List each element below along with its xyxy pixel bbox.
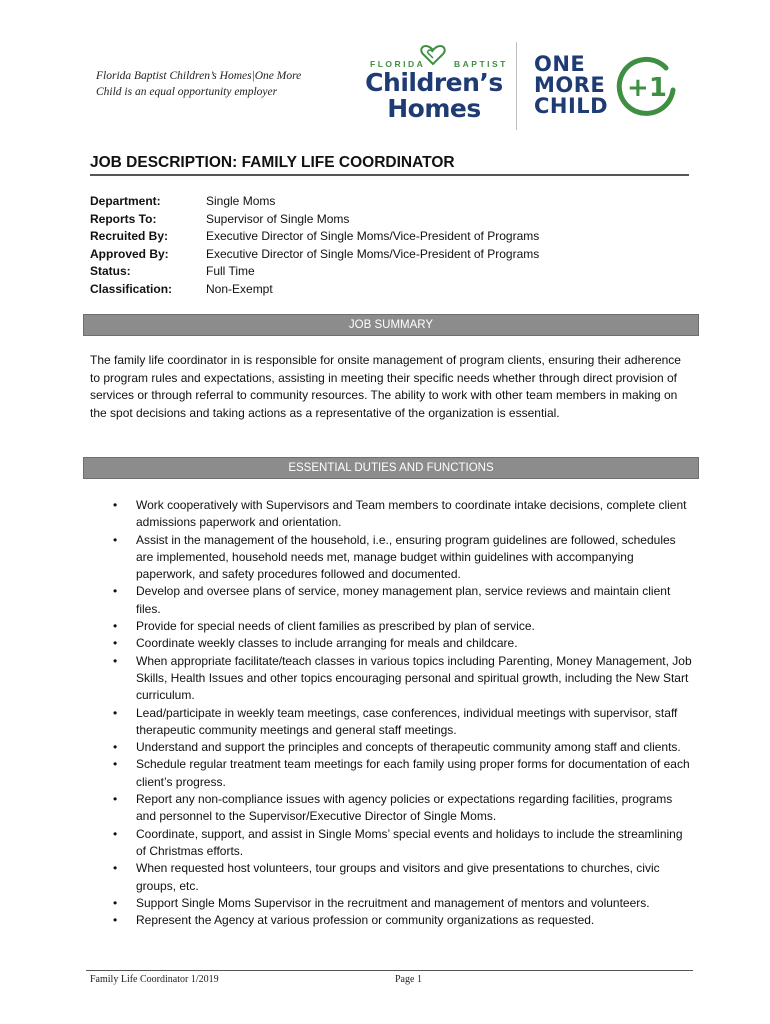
list-item — [90, 912, 695, 929]
logo-homes-line: Homes — [387, 94, 481, 123]
field-row-approved-by — [90, 246, 539, 264]
list-item — [90, 583, 695, 618]
field-row-recruited-by — [90, 228, 539, 246]
duty-text: Report any non-compliance issues with agency policies or expectations regarding facilities, programs and personnel to the Supervisor/Executive Director of Single Moms. — [136, 792, 673, 824]
bullet-icon: • — [113, 792, 118, 807]
list-item — [90, 756, 695, 791]
duty-text: When appropriate facilitate/teach classes in various topics including Parenting, Money Management, Job Skills, Health Issues and other topics encouraging personal and spiritual growth, including the New Start curriculum. — [136, 653, 692, 703]
footer-divider — [86, 970, 693, 971]
field-value: Executive Director of Single Moms/Vice-President of Programs — [206, 229, 540, 243]
duty-text: Understand and support the principles and concepts of therapeutic community among staff and clients. — [136, 740, 681, 755]
list-item — [90, 739, 695, 756]
field-label: Status: — [90, 264, 131, 278]
bullet-icon: • — [113, 619, 118, 634]
list-item — [90, 791, 695, 826]
page-number: Page 1 — [395, 974, 422, 985]
list-item — [90, 895, 695, 912]
omc-line-one: ONE — [534, 52, 586, 76]
bullet-icon: • — [113, 861, 118, 876]
bullet-icon: • — [113, 895, 118, 910]
bullet-icon: • — [113, 532, 118, 547]
page-title: JOB DESCRIPTION: FAMILY LIFE COORDINATOR — [90, 154, 455, 171]
job-fields — [90, 193, 539, 298]
list-item — [90, 618, 695, 635]
duty-text: Schedule regular treatment team meetings for each family using proper forms for documentation of each client’s progress. — [136, 757, 690, 789]
field-value: Executive Director of Single Moms/Vice-President of Programs — [206, 246, 540, 261]
field-label: Recruited By: — [90, 229, 169, 243]
duty-text: Coordinate, support, and assist in Single Moms’ special events and holidays to include the streamlining of Christmas efforts. — [136, 826, 683, 858]
job-summary-heading: JOB SUMMARY — [83, 314, 699, 336]
duty-text: Develop and oversee plans of service, money management plan, service reviews and maintain client files. — [136, 584, 671, 616]
duty-text: Provide for special needs of client families as prescribed by plan of service. — [136, 619, 535, 634]
bullet-icon: • — [113, 913, 118, 928]
heart-icon — [420, 44, 446, 66]
field-value: Single Moms — [206, 194, 276, 208]
logo-baptist-text: BAPTIST — [454, 59, 508, 69]
list-item — [90, 860, 695, 895]
title-divider — [90, 174, 689, 176]
list-item — [90, 653, 695, 705]
logo-divider — [516, 42, 517, 130]
field-row-reports-to — [90, 211, 539, 229]
bullet-icon: • — [113, 705, 118, 720]
omc-line-child: CHILD — [534, 94, 609, 118]
bullet-icon: • — [113, 498, 118, 512]
list-item — [90, 705, 695, 740]
plus-one-icon — [616, 56, 678, 118]
field-value: Supervisor of Single Moms — [206, 211, 350, 226]
logo-childrens-homes-text — [364, 70, 504, 122]
duty-text: Lead/participate in weekly team meetings, case conferences, individual meetings with supervisor, staff therapeutic community meetings and general staff meetings. — [136, 705, 678, 737]
field-value: Full Time — [206, 264, 255, 278]
bullet-icon: • — [113, 740, 118, 755]
plus-one-label: +1 — [627, 73, 667, 103]
list-item — [90, 532, 695, 584]
logo-childrens-line: Children’s — [365, 68, 503, 97]
duty-text: When requested host volunteers, tour groups and visitors and give presentations to churches, civic groups, etc. — [136, 861, 660, 893]
field-label: Classification: — [90, 281, 173, 296]
omc-wordmark — [534, 54, 608, 117]
bullet-icon: • — [113, 826, 118, 841]
duty-text: Work cooperatively with Supervisors and Team members to coordinate intake decisions, complete client admissions paperwork and orientation. — [136, 498, 687, 530]
duty-text: Coordinate weekly classes to include arranging for meals and childcare. — [136, 636, 518, 651]
bullet-icon: • — [113, 757, 118, 772]
field-row-classification — [90, 281, 539, 299]
bullet-icon: • — [113, 653, 118, 668]
bullet-icon: • — [113, 636, 118, 651]
job-summary-text: The family life coordinator in is responsible for onsite management of program clients, ensuring their adherence to program rules and expectations, assisting in meeting their specific needs whether through direct provision of services or through referral to community resources. The ability to work with other team members in making on the spot decisions and taking actions as a representative of the organization is essential. — [90, 353, 681, 420]
footer-document-id: Family Life Coordinator 1/2019 — [90, 974, 219, 985]
field-label: Department: — [90, 194, 161, 208]
fbch-logo — [362, 44, 508, 128]
field-label: Reports To: — [90, 211, 157, 226]
equal-opportunity-statement: Florida Baptist Children’s Homes|One More Child is an equal opportunity employer — [96, 70, 302, 98]
field-row-status — [90, 263, 539, 281]
omc-line-more: MORE — [534, 73, 606, 97]
field-label: Approved By: — [90, 246, 169, 261]
logo-florida-text: FLORIDA — [370, 59, 426, 69]
field-row-department — [90, 193, 539, 211]
list-item — [90, 826, 695, 861]
field-value: Non-Exempt — [206, 281, 273, 296]
duty-text: Assist in the management of the household, i.e., ensuring program guidelines are followed, schedules are implemented, household needs met, manage budget within guidelines with accompanying paperwork, and safety procedures followed and documented. — [136, 532, 676, 582]
bullet-icon: • — [113, 584, 118, 599]
duty-text: Support Single Moms Supervisor in the recruitment and management of mentors and volunteers. — [136, 895, 650, 910]
essential-duties-heading: ESSENTIAL DUTIES AND FUNCTIONS — [83, 457, 699, 479]
duties-list — [90, 497, 695, 929]
list-item — [90, 497, 695, 532]
list-item — [90, 635, 695, 652]
duty-text: Represent the Agency at various profession or community organizations as requested. — [136, 913, 595, 928]
one-more-child-logo — [534, 50, 684, 130]
